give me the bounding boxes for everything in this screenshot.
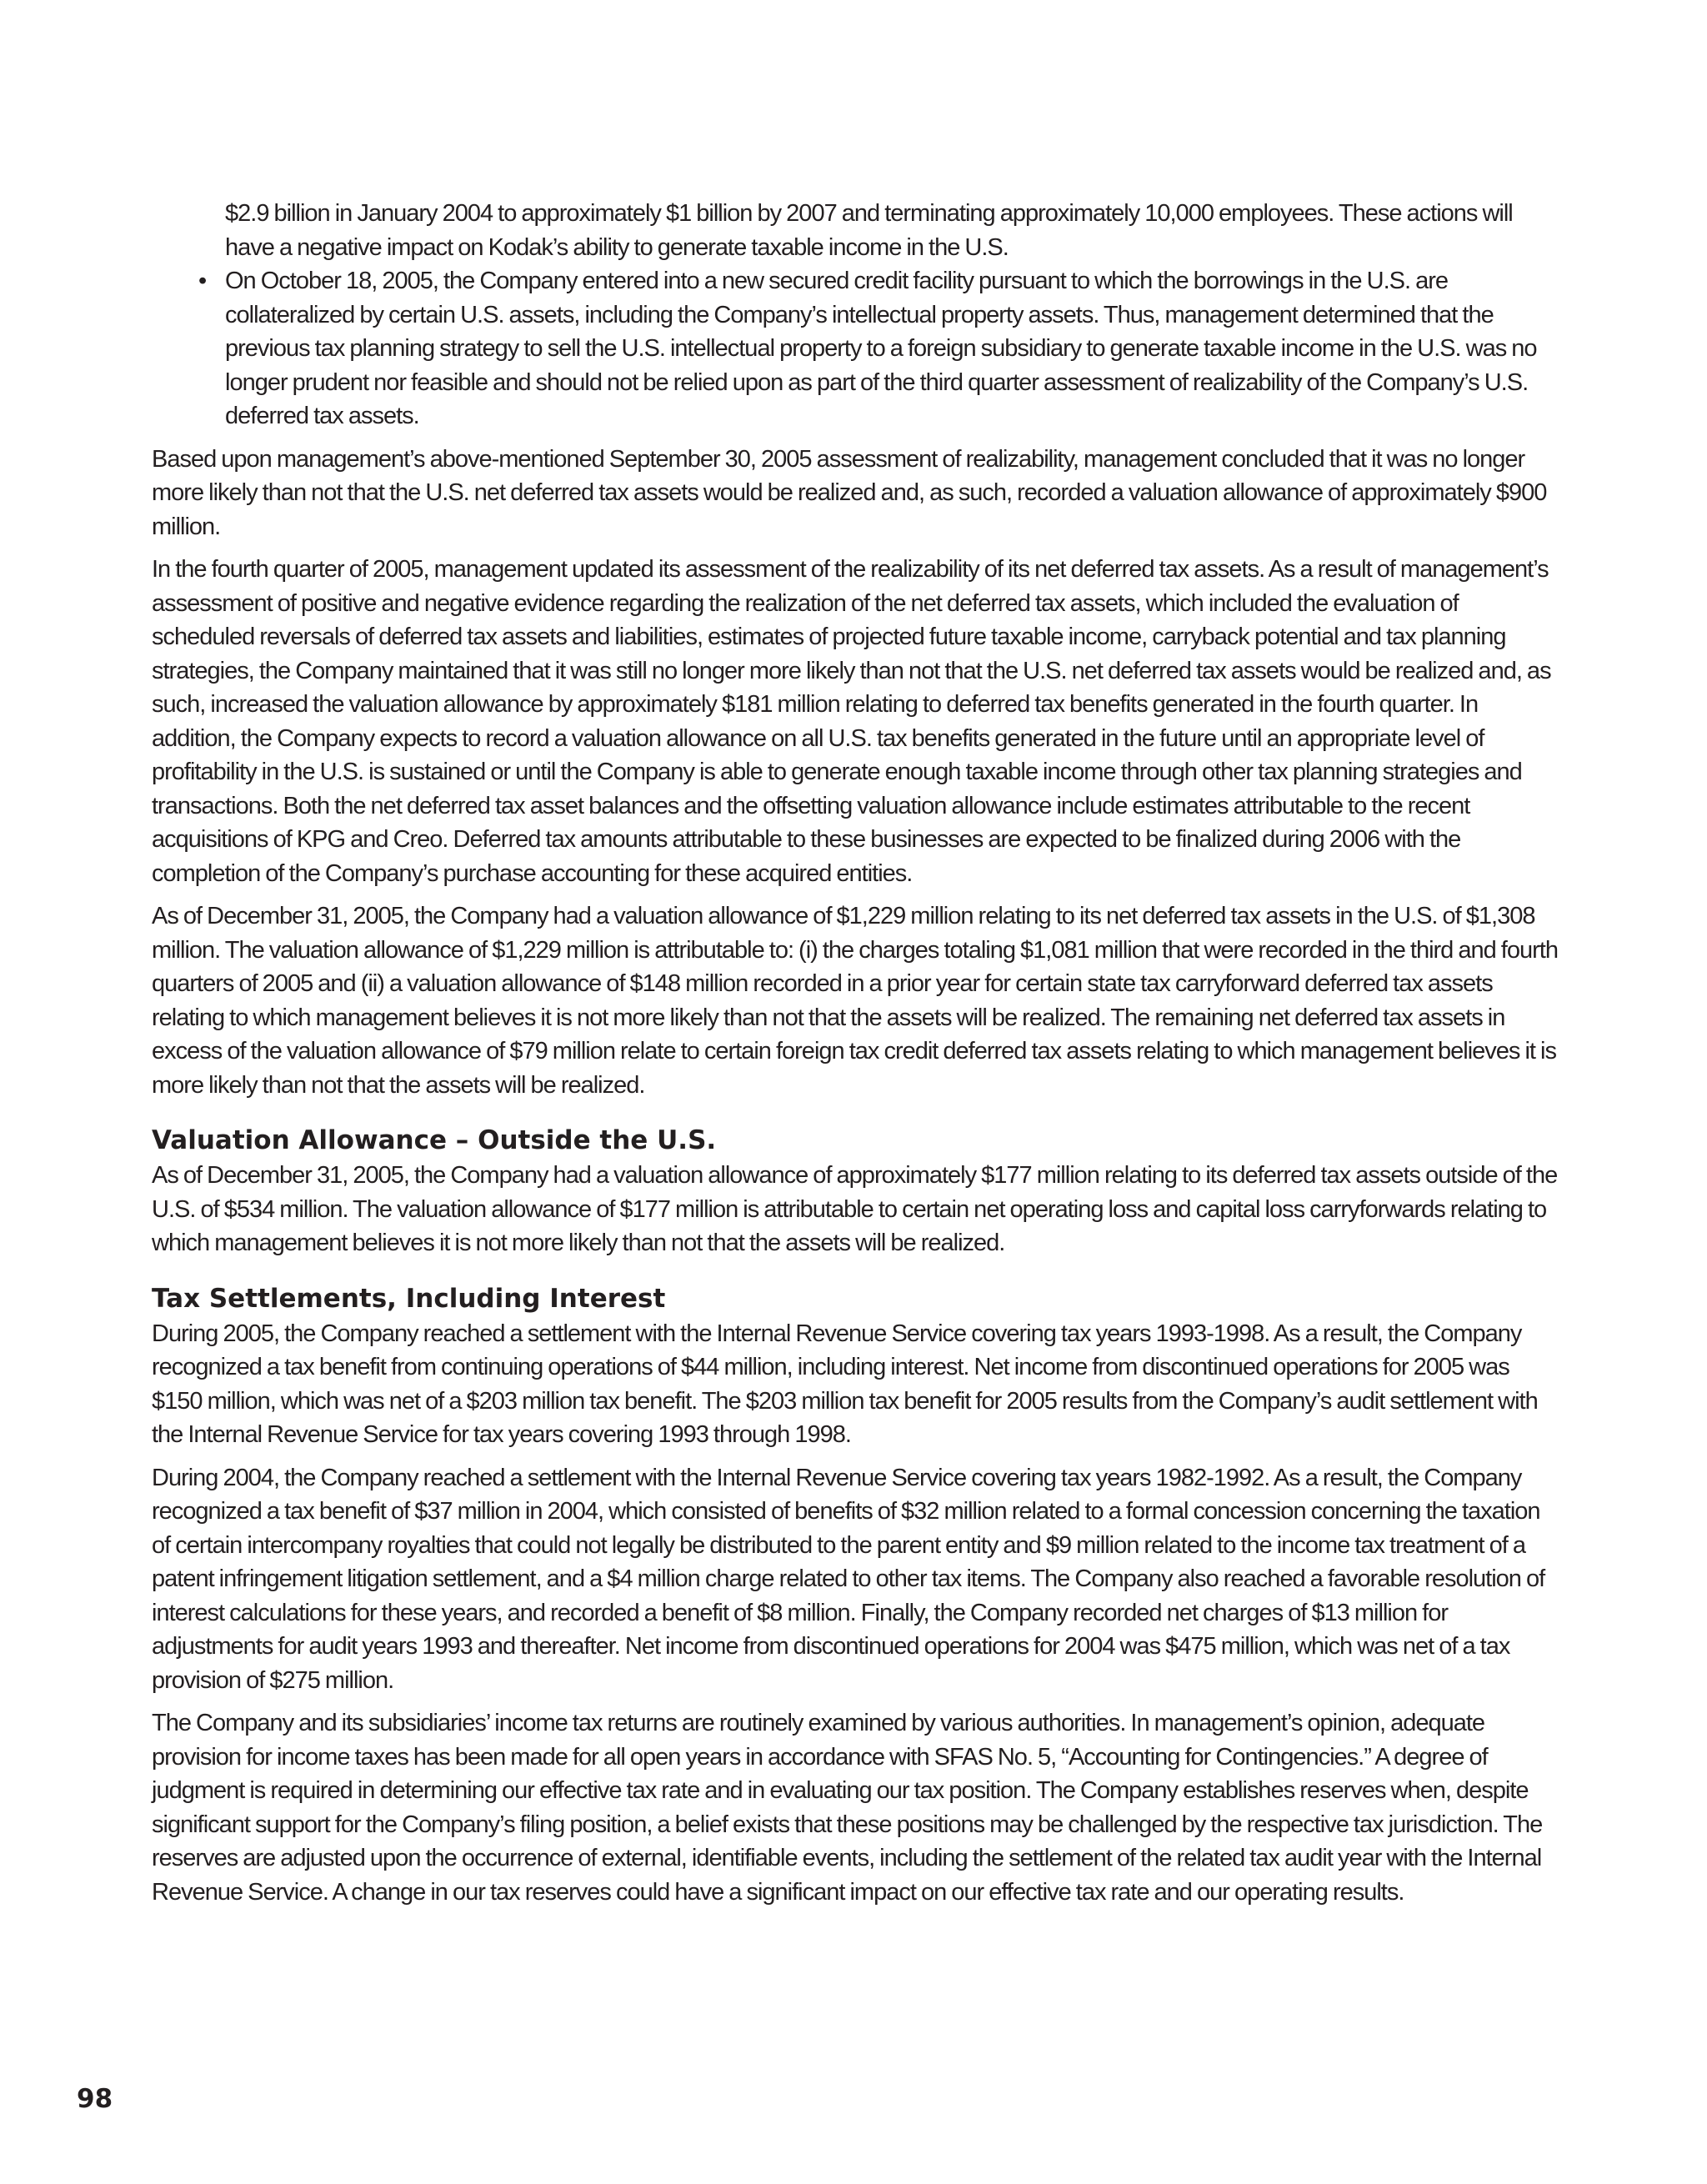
paragraph-2004-settlement: During 2004, the Company reached a settlement with the Internal Revenue Service covering tax years 1982-1992. As a result, the Company recognized a tax benefit of $37 million in 2004, which consisted of benefits of $32 million related to a formal concession concerning the taxation of certain intercompany royalties that could not legally be distributed to the parent entity and $9 million related to the income tax treatment of a patent infringement litigation settlement, and a $4 million charge related to other tax items. The Company also reached a favorable resolution of interest calculations for these years, and recorded a benefit of $8 million. Finally, the Company recorded net charges of $13 million for adjustments for audit years 1993 and thereafter. Net income from discontinued operations for 2004 was $475 million, which was net of a tax provision of $275 million. — [152, 1464, 1545, 1694]
heading-tax-settlements: Tax Settlements, Including Interest — [152, 1283, 666, 1314]
bullet-list — [152, 264, 1559, 433]
continued-bullet-text: $2.9 billion in January 2004 to approximately $1 billion by 2007 and terminating approximately 10,000 employees. These actions will have a negative impact on Kodak’s ability to generate taxable income in the U.S. — [225, 200, 1513, 261]
paragraph-us-valuation-allowance: As of December 31, 2005, the Company had a valuation allowance of $1,229 million relating to its net deferred tax assets in the U.S. of $1,308 million. The valuation allowance of $1,229 million is attributable to: (i) the charges totaling $1,081 million that were recorded in the third and fourth quarters of 2005 and (ii) a valuation allowance of $148 million recorded in a prior year for certain state tax carryforward deferred tax assets relating to which management believes it is not more likely than not that the assets will be realized. The remaining net deferred tax assets in excess of the valuation allowance of $79 million relate to certain foreign tax credit deferred tax assets relating to which management believes it is more likely than not that the assets will be realized. — [152, 903, 1558, 1099]
bullet-dot-icon: • — [198, 268, 207, 294]
heading-valuation-allowance-outside-us: Valuation Allowance – Outside the U.S. — [152, 1125, 717, 1155]
paragraph-realizability-conclusion: Based upon management’s above-mentioned September 30, 2005 assessment of realizability, management concluded that it was no longer more likely than not that the U.S. net deferred tax assets would be realized and, as such, recorded a valuation allowance of approximately $900 million. — [152, 445, 1547, 540]
bullet-item — [152, 264, 1559, 433]
bullet-text: On October 18, 2005, the Company entered into a new secured credit facility pursuant to which the borrowings in the U.S. are collateralized by certain U.S. assets, including the Company’s intellectual property assets. Thus, management determined that the previous tax planning strategy to sell the U.S. intellectual property to a foreign subsidiary to generate taxable income in the U.S. was no longer prudent nor feasible and should not be relied upon as part of the third quarter assessment of realizability of the Company’s U.S. deferred tax assets. — [225, 268, 1537, 429]
paragraph-outside-us-allowance: As of December 31, 2005, the Company had a valuation allowance of approximately $177 million relating to its deferred tax assets outside of the U.S. of $534 million. The valuation allowance of $177 million is attributable to certain net operating loss and capital loss carryforwards relating to which management believes it is not more likely than not that the assets will be realized. — [152, 1162, 1558, 1256]
document-body — [152, 197, 1559, 1918]
paragraph-2005-settlement: During 2005, the Company reached a settlement with the Internal Revenue Service covering tax years 1993-1998. As a result, the Company recognized a tax benefit from continuing operations of $44 million, including interest. Net income from discontinued operations for 2005 was $150 million, which was net of a $203 million tax benefit. The $203 million tax benefit for 2005 results from the Company’s audit settlement with the Internal Revenue Service for tax years covering 1993 through 1998. — [152, 1320, 1538, 1448]
paragraph-fourth-quarter-update: In the fourth quarter of 2005, management updated its assessment of the realizability of its net deferred tax assets. As a result of management’s assessment of positive and negative evidence regarding the realization of the net deferred tax assets, which included the evaluation of scheduled reversals of deferred tax assets and liabilities, estimates of projected future taxable income, carryback potential and tax planning strategies, the Company maintained that it was still no longer more likely than not that the U.S. net deferred tax assets would be realized and, as such, increased the valuation allowance by approximately $181 million relating to deferred tax benefits generated in the fourth quarter. In addition, the Company expects to record a valuation allowance on all U.S. tax benefits generated in the future until an appropriate level of profitability in the U.S. is sustained or until the Company is able to generate enough taxable income through other tax planning strategies and transactions. Both the net deferred tax asset balances and the offsetting valuation allowance include estimates attributable to the recent acquisitions of KPG and Creo. Deferred tax amounts attributable to these businesses are expected to be finalized during 2006 with the completion of the Company’s purchase accounting for these acquired entities. — [152, 556, 1551, 887]
paragraph-tax-reserves: The Company and its subsidiaries’ income tax returns are routinely examined by various authorities. In management’s opinion, adequate provision for income taxes has been made for all open years in accordance with SFAS No. 5, “Accounting for Contingencies.” A degree of judgment is required in determining our effective tax rate and in evaluating our tax position. The Company establishes reserves when, despite significant support for the Company’s filing position, a belief exists that these positions may be challenged by the respective tax jurisdiction. The reserves are adjusted upon the occurrence of external, identifiable events, including the settlement of the related tax audit year with the Internal Revenue Service. A change in our tax reserves could have a significant impact on our effective tax rate and our operating results. — [152, 1710, 1543, 1906]
page-number: 98 — [77, 2084, 113, 2114]
